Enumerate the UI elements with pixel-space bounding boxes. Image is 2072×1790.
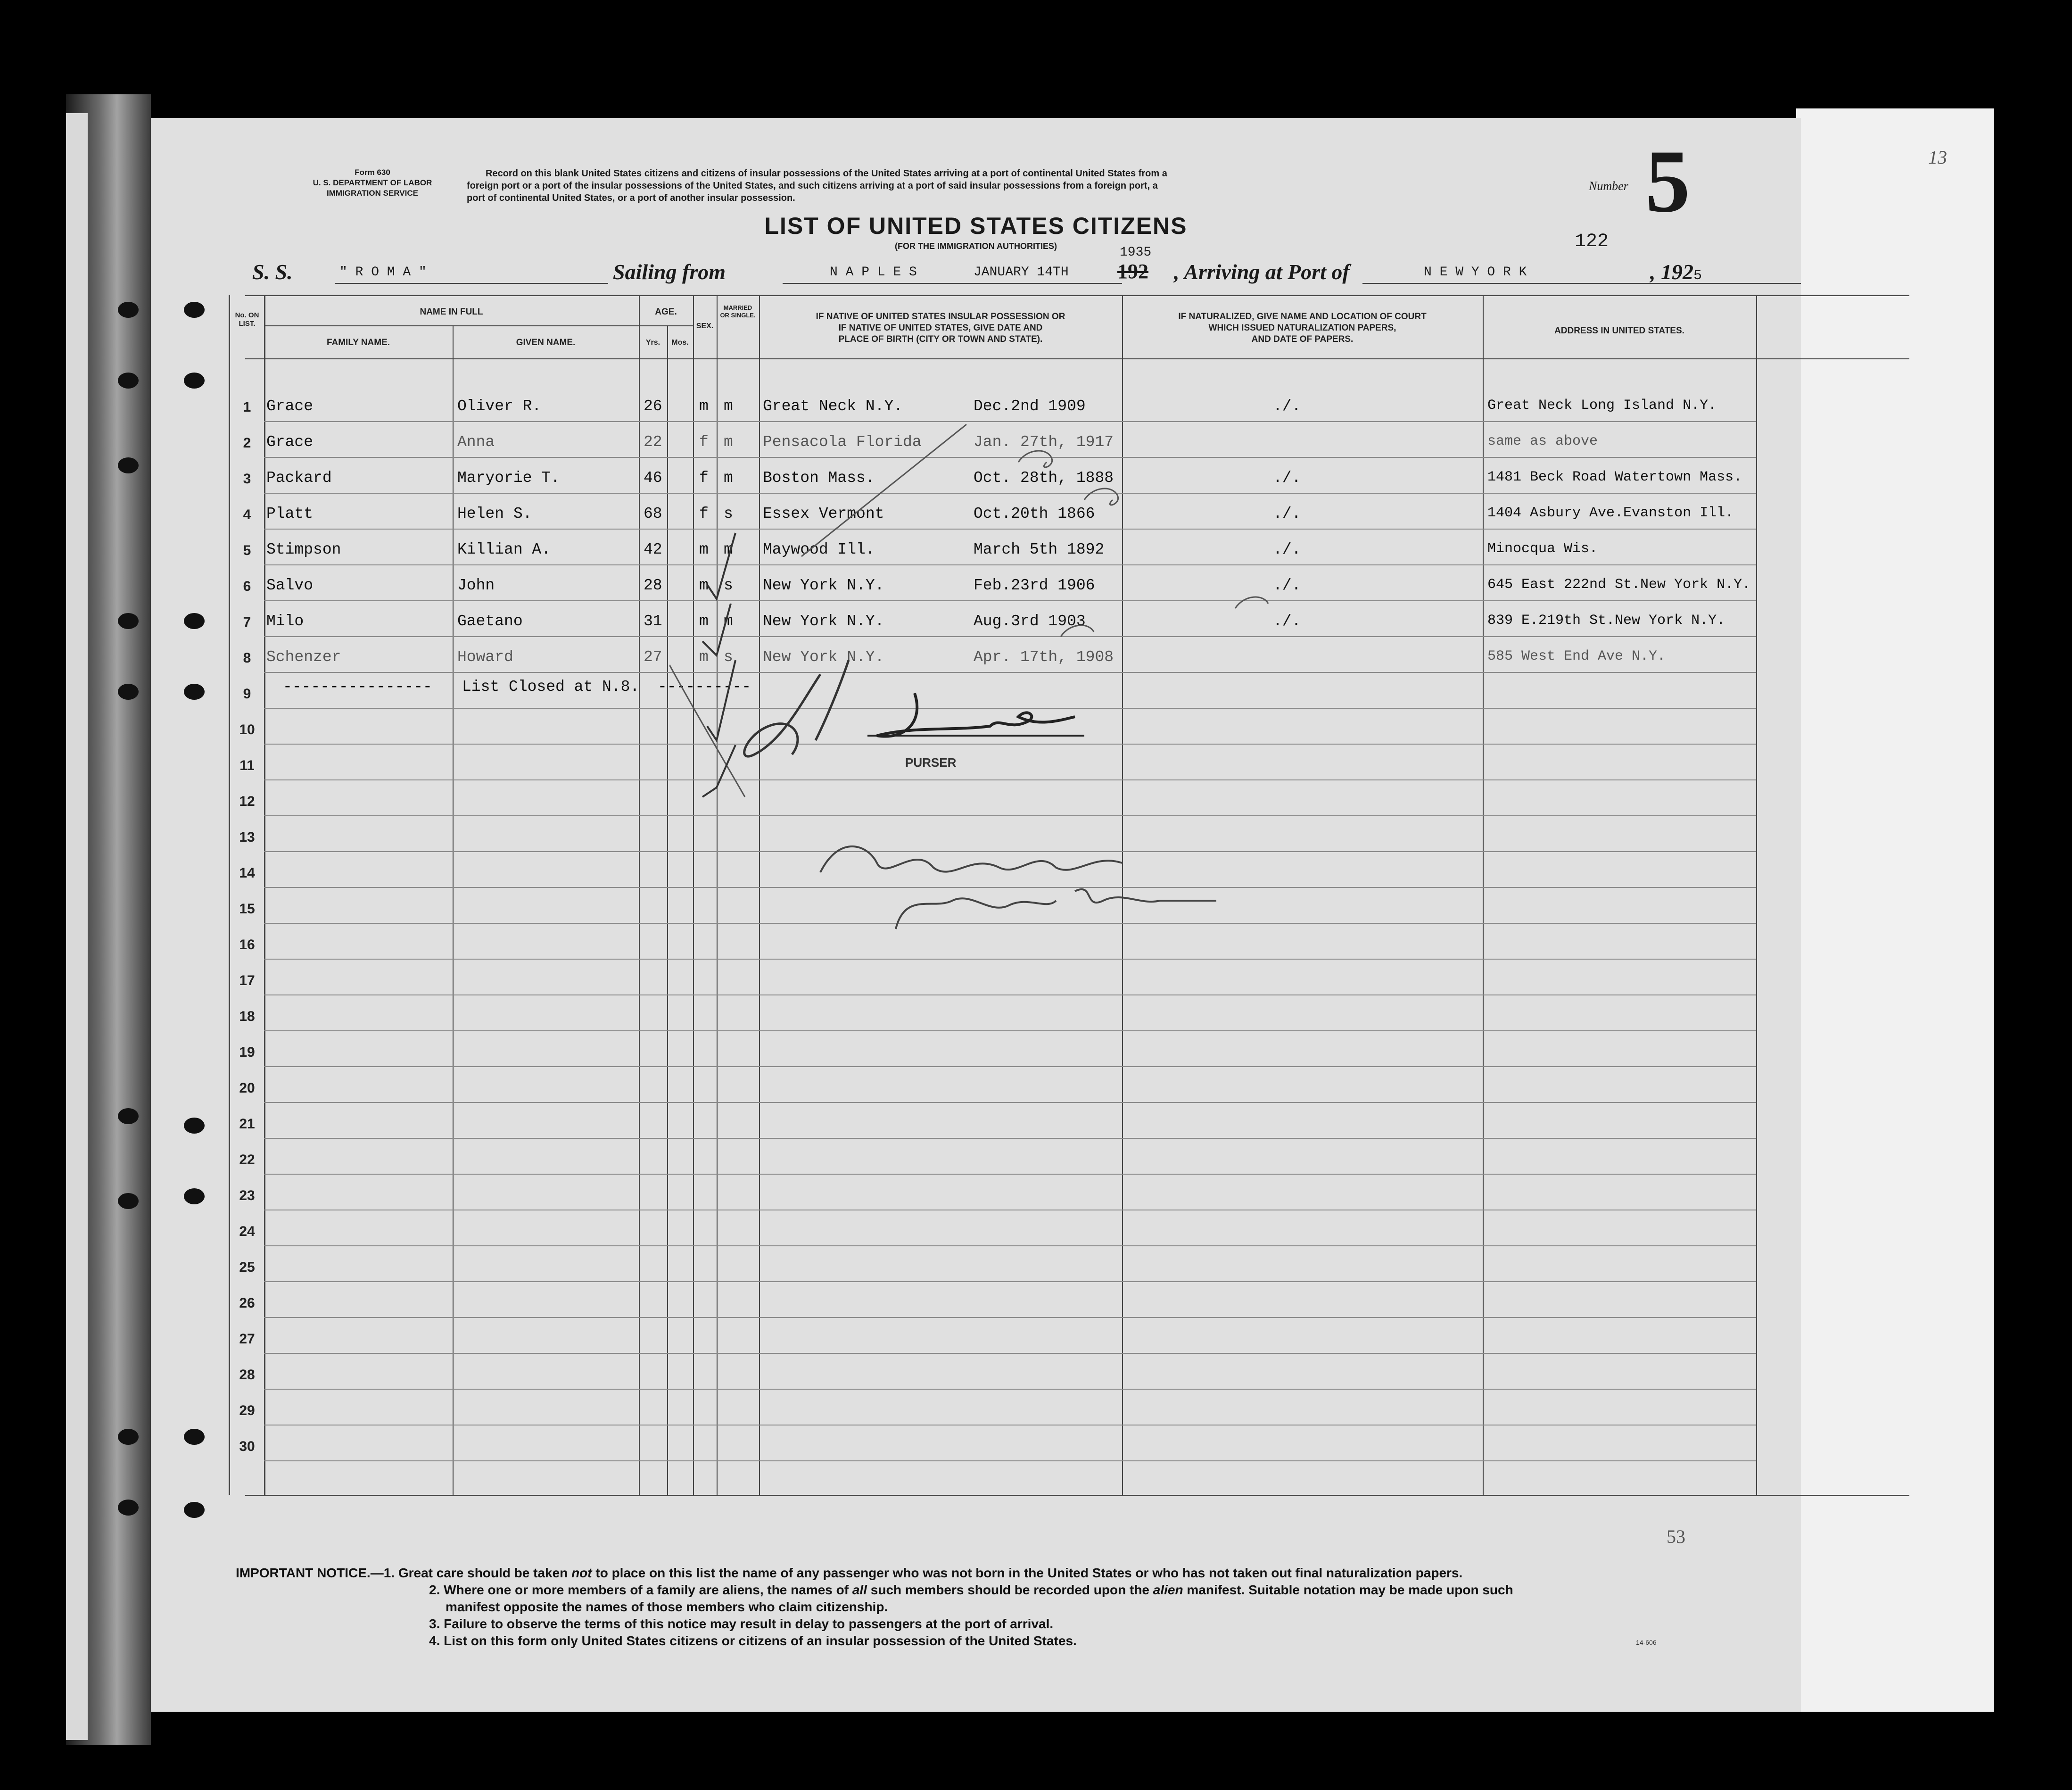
row-number: 26 (239, 1295, 255, 1311)
punch-hole (118, 684, 139, 700)
age-cell: 42 (644, 541, 662, 558)
family-name-cell: Grace (266, 433, 314, 451)
row-number: 2 (243, 435, 251, 451)
row-number: 23 (239, 1188, 255, 1203)
row-rule (264, 1138, 1756, 1139)
row-rule (264, 1317, 1756, 1318)
family-name-cell: Milo (266, 613, 304, 630)
table-bottom-rule (245, 1495, 1909, 1496)
rule (783, 283, 1122, 284)
col-line (1483, 295, 1484, 1495)
punch-hole (184, 1429, 205, 1445)
form-id-block (292, 167, 453, 199)
birthdate-cell: March 5th 1892 (974, 541, 1105, 558)
header-no-on-list: No. ON LIST. (235, 311, 259, 328)
row-number: 24 (239, 1224, 255, 1239)
arrival-year-suffix: 5 (1693, 268, 1702, 284)
stamp-number: 122 (1575, 231, 1609, 252)
address-cell: 1404 Asbury Ave.Evanston Ill. (1487, 505, 1734, 521)
header-yrs: Yrs. (645, 339, 660, 347)
notice-item-2 (236, 1583, 1744, 1598)
notice-item-4: 4. List on this form only United States citizens or citizens of an insular possession of the United States. (429, 1633, 1077, 1648)
address-cell: 839 E.219th St.New York N.Y. (1487, 613, 1725, 629)
family-name-cell: Packard (266, 469, 332, 487)
row-number: 6 (243, 579, 251, 594)
age-cell: 31 (644, 613, 662, 630)
given-name-cell: Anna (457, 433, 495, 451)
given-name-cell: Gaetano (457, 613, 523, 630)
ship-name: " R O M A " (339, 265, 427, 280)
punch-hole (118, 1108, 139, 1124)
row-number: 7 (243, 614, 251, 630)
header-birth-line: IF NATIVE OF UNITED STATES INSULAR POSSESSION OR (816, 312, 1065, 322)
row-number: 3 (243, 471, 251, 487)
punch-hole (184, 613, 205, 629)
col-line (453, 325, 454, 1495)
service-name: IMMIGRATION SERVICE (327, 189, 418, 198)
sex-cell: f (699, 469, 709, 487)
notice-text: —1. Great care should be taken (370, 1566, 572, 1580)
sex-cell: f (699, 433, 709, 451)
row-number: 8 (243, 650, 251, 666)
punch-hole (118, 457, 139, 473)
row-rule (264, 1174, 1756, 1175)
rule (1362, 283, 1801, 284)
row-rule (264, 1353, 1756, 1354)
manifest-sheet (151, 118, 1801, 1712)
row9-dashes-right: ---------- (658, 678, 751, 696)
punch-hole (118, 1429, 139, 1445)
sailing-label: Sailing from (613, 260, 726, 284)
naturalization-cell: ./. (1273, 505, 1301, 522)
facing-page (1796, 108, 1994, 1712)
row-rule (264, 994, 1756, 995)
header-birth-line: IF NATIVE OF UNITED STATES, GIVE DATE AND (838, 323, 1043, 333)
sex-cell: m (699, 648, 709, 666)
birthplace-cell: New York N.Y. (763, 613, 884, 630)
binding-strip (66, 113, 88, 1740)
sex-cell: m (699, 577, 709, 594)
birthplace-cell: New York N.Y. (763, 577, 884, 594)
header-mos: Mos. (671, 339, 689, 347)
row-number: 9 (243, 686, 251, 702)
col-line (264, 295, 265, 1495)
header-married-single: MARRIED OR SINGLE. (720, 304, 756, 319)
punch-hole (184, 1502, 205, 1518)
birthplace-cell: Pensacola Florida (763, 433, 922, 451)
sailing-port: N A P L E S (830, 265, 917, 280)
given-name-cell: Oliver R. (457, 398, 542, 415)
row-number: 14 (239, 865, 255, 881)
page-stamp: 53 (1667, 1526, 1685, 1547)
row-number: 20 (239, 1080, 255, 1096)
birthdate-cell: Oct. 28th, 1888 (974, 469, 1114, 487)
arrival-year-prefix: 192 (1661, 260, 1693, 284)
header-sex: SEX. (696, 322, 714, 330)
sailing-date: JANUARY 14TH (974, 265, 1069, 280)
age-cell: 26 (644, 398, 662, 415)
row-number: 19 (239, 1044, 255, 1060)
struck-year: 192 (1117, 260, 1148, 283)
notice-emphasis: alien (1153, 1583, 1183, 1597)
punch-hole (118, 1500, 139, 1516)
header-nat-line: AND DATE OF PAPERS. (1251, 334, 1354, 344)
form-code: 14-606 (1636, 1639, 1657, 1646)
punch-hole (118, 1193, 139, 1209)
ss-label: S. S. (252, 260, 293, 284)
header-birth (759, 311, 1122, 345)
notice-text: to place on this list the name of any passenger who was not born in the United States or who has not taken out final naturalization papers. (592, 1566, 1463, 1580)
row-rule (264, 1389, 1756, 1390)
form-title: LIST OF UNITED STATES CITIZENS (764, 213, 1188, 239)
row-rule (264, 1030, 1756, 1031)
header-family-name: FAMILY NAME. (326, 338, 390, 348)
notice-text: manifest. Suitable notation may be made upon such (1183, 1583, 1513, 1597)
row-rule (264, 1460, 1756, 1461)
row-number: 21 (239, 1116, 255, 1132)
notice-text: 2. Where one or more members of a family are aliens, the names of (429, 1583, 852, 1597)
row-number: 25 (239, 1260, 255, 1275)
punch-hole (118, 302, 139, 318)
marital-cell: s (724, 505, 733, 522)
table-top-rule (245, 295, 1909, 296)
row-number: 12 (239, 794, 255, 809)
sex-cell: f (699, 505, 709, 522)
row9-dashes-left: ---------------- (283, 678, 432, 696)
row-number: 5 (243, 543, 251, 558)
header-name-in-full: NAME IN FULL (420, 307, 483, 317)
form-subtitle: (FOR THE IMMIGRATION AUTHORITIES) (895, 241, 1057, 251)
punch-hole (184, 373, 205, 389)
purser-label: PURSER (905, 755, 957, 770)
instructions-line: port of continental United States, or a port of another insular possession. (467, 193, 795, 203)
header-nat-line: WHICH ISSUED NATURALIZATION PAPERS, (1208, 323, 1396, 333)
age-cell: 28 (644, 577, 662, 594)
row-rule (264, 1066, 1756, 1067)
naturalization-cell: ./. (1273, 613, 1301, 630)
birthplace-cell: Maywood Ill. (763, 541, 875, 558)
age-cell: 68 (644, 505, 662, 522)
instructions-line: foreign port or a port of the insular possessions of the United States, and such citizens arriving at a port of said insular possessions from a foreign port, a (467, 181, 1158, 191)
birthplace-cell: New York N.Y. (763, 648, 884, 666)
birthdate-cell: Oct.20th 1866 (974, 505, 1095, 522)
row-number: 29 (239, 1403, 255, 1418)
age-cell: 22 (644, 433, 662, 451)
year-overwrite: 1935 (1120, 245, 1152, 260)
marital-cell: s (724, 648, 733, 666)
address-cell: Minocqua Wis. (1487, 541, 1598, 557)
marital-cell: m (724, 398, 733, 415)
header-bottom-rule (245, 358, 1909, 359)
notice-text: such members should be recorded upon the (867, 1583, 1153, 1597)
row-number: 30 (239, 1439, 255, 1454)
row-number: 10 (239, 722, 255, 738)
naturalization-cell: ./. (1273, 541, 1301, 558)
row-number: 18 (239, 1009, 255, 1024)
marital-cell: s (724, 577, 733, 594)
naturalization-cell: ./. (1273, 398, 1301, 415)
birthdate-cell: Apr. 17th, 1908 (974, 648, 1114, 666)
marital-cell: m (724, 433, 733, 451)
marital-cell: m (724, 613, 733, 630)
address-cell: Great Neck Long Island N.Y. (1487, 398, 1717, 414)
notice-emphasis: not (571, 1566, 592, 1580)
birthdate-cell: Jan. 27th, 1917 (974, 433, 1114, 451)
row-number: 4 (243, 507, 251, 522)
birthdate-cell: Aug.3rd 1903 (974, 613, 1086, 630)
notice-item-3: 3. Failure to observe the terms of this notice may result in delay to passengers at the port of arrival. (429, 1616, 1054, 1631)
family-name-cell: Grace (266, 398, 314, 415)
department-name: U. S. DEPARTMENT OF LABOR (313, 178, 432, 187)
naturalization-cell: ./. (1273, 577, 1301, 594)
row-rule (264, 959, 1756, 960)
given-name-cell: Killian A. (457, 541, 551, 558)
age-cell: 46 (644, 469, 662, 487)
arrival-year: , 1925 (1650, 260, 1702, 284)
punch-hole (118, 613, 139, 629)
row-number: 27 (239, 1331, 255, 1347)
punch-hole (184, 684, 205, 700)
header-naturalized (1122, 311, 1483, 345)
family-name-cell: Schenzer (266, 648, 341, 666)
punch-hole (184, 302, 205, 318)
punch-hole (184, 1188, 205, 1204)
name-subheader-rule (264, 325, 639, 326)
address-cell: 1481 Beck Road Watertown Mass. (1487, 469, 1742, 485)
row-number: 11 (239, 758, 255, 773)
important-notice (236, 1566, 1744, 1649)
header-given-name: GIVEN NAME. (516, 338, 576, 348)
family-name-cell: Platt (266, 505, 314, 522)
row-rule (264, 1281, 1756, 1282)
naturalization-cell: ./. (1273, 469, 1301, 487)
row-rule (264, 1245, 1756, 1246)
list-closed-text: List Closed at N.8. (462, 678, 640, 696)
arrival-port: N E W Y O R K (1424, 265, 1527, 280)
notice-heading: IMPORTANT NOTICE. (236, 1566, 371, 1580)
header-birth-line: PLACE OF BIRTH (CITY OR TOWN AND STATE). (838, 334, 1043, 344)
instructions (467, 167, 1674, 204)
number-label: Number (1589, 179, 1628, 193)
notice-item-1 (236, 1566, 1744, 1581)
notice-item-2-cont: manifest opposite the names of those members who claim citizenship. (446, 1599, 888, 1614)
birthplace-cell: Great Neck N.Y. (763, 398, 903, 415)
age-cell: 27 (644, 648, 662, 666)
given-name-cell: Maryorie T. (457, 469, 560, 487)
header-nat-line: IF NATURALIZED, GIVE NAME AND LOCATION OF COURT (1178, 312, 1427, 322)
instructions-line: Record on this blank United States citizens and citizens of insular possessions of the United States arriving at a port of continental United States from a (486, 168, 1167, 179)
age-subheader-rule (639, 325, 693, 326)
notice-emphasis: all (852, 1583, 867, 1597)
row-number: 17 (239, 973, 255, 988)
given-name-cell: Howard (457, 648, 513, 666)
family-name-cell: Stimpson (266, 541, 341, 558)
header-address: ADDRESS IN UNITED STATES. (1554, 326, 1684, 336)
punch-hole (184, 1118, 205, 1134)
arriving-label: , Arriving at Port of (1174, 260, 1350, 284)
row-number: 13 (239, 829, 255, 845)
col-line (1756, 295, 1757, 1495)
given-name-cell: John (457, 577, 495, 594)
address-cell: 645 East 222nd St.New York N.Y. (1487, 577, 1751, 593)
sex-cell: m (699, 613, 709, 630)
rule (335, 283, 608, 284)
facing-page-number: 13 (1928, 147, 1947, 168)
row-number: 22 (239, 1152, 255, 1168)
birthplace-cell: Essex Vermont (763, 505, 884, 522)
row-number: 1 (243, 399, 251, 415)
family-name-cell: Salvo (266, 577, 314, 594)
sex-cell: m (699, 541, 709, 558)
sex-cell: m (699, 398, 709, 415)
row-number: 28 (239, 1367, 255, 1383)
marital-cell: m (724, 541, 733, 558)
marital-cell: m (724, 469, 733, 487)
row-number: 16 (239, 937, 255, 953)
punch-hole (118, 373, 139, 389)
birthplace-cell: Boston Mass. (763, 469, 875, 487)
row-number: 15 (239, 901, 255, 917)
form-number: Form 630 (355, 168, 390, 177)
birthdate-cell: Dec.2nd 1909 (974, 398, 1086, 415)
row-rule (264, 1102, 1756, 1103)
address-cell: 585 West End Ave N.Y. (1487, 648, 1666, 664)
list-number: 5 (1645, 132, 1690, 231)
header-age: AGE. (655, 307, 677, 317)
address-cell: same as above (1487, 433, 1598, 449)
handwritten-check-marks (622, 377, 1329, 802)
birthdate-cell: Feb.23rd 1906 (974, 577, 1095, 594)
given-name-cell: Helen S. (457, 505, 532, 522)
